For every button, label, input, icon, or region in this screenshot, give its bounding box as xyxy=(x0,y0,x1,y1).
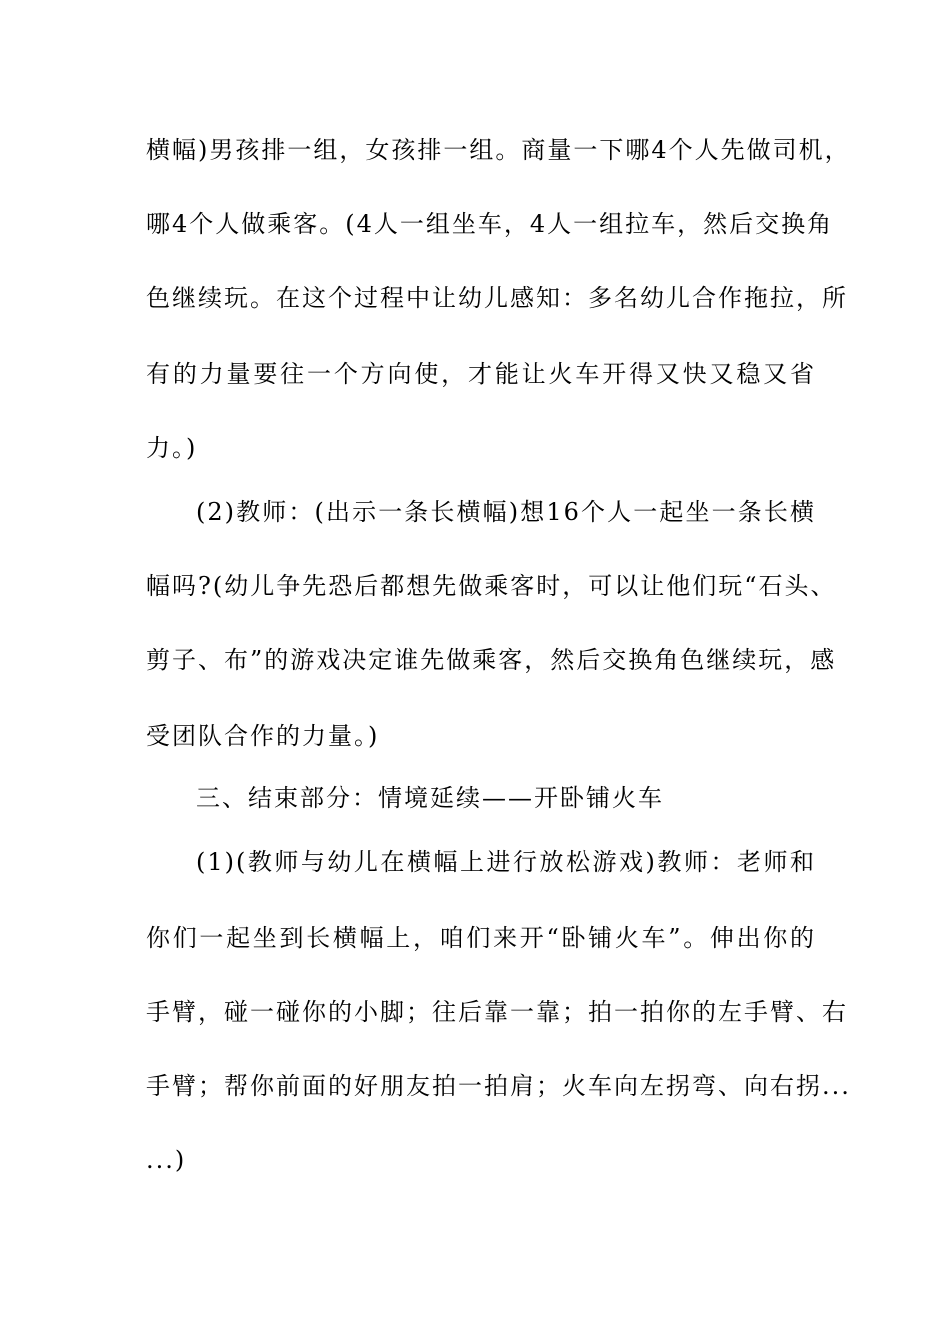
text-line-5: 力。) xyxy=(146,434,198,462)
text-line-4: 有的力量要往一个方向使，才能让火车开得又快又稳又省 xyxy=(146,360,816,388)
text-line-13: 手臂，碰一碰你的小脚；往后靠一靠；拍一拍你的左手臂、右 xyxy=(146,998,848,1026)
text-line-2: 哪4个人做乘客。(4人一组坐车，4人一组拉车，然后交换角 xyxy=(146,210,834,238)
text-line-6: (2)教师：(出示一条长横幅)想16个人一起坐一条长横 xyxy=(196,498,816,526)
text-line-14: 手臂；帮你前面的好朋友拍一拍肩；火车向左拐弯、向右拐... xyxy=(146,1072,851,1100)
text-line-3: 色继续玩。在这个过程中让幼儿感知：多名幼儿合作拖拉，所 xyxy=(146,284,848,312)
text-line-1: 横幅)男孩排一组，女孩排一组。商量一下哪4个人先做司机， xyxy=(146,136,851,164)
text-line-9: 受团队合作的力量。) xyxy=(146,722,380,750)
text-line-8: 剪子、布”的游戏决定谁先做乘客，然后交换角色继续玩，感 xyxy=(146,646,837,674)
text-line-11: (1)(教师与幼儿在横幅上进行放松游戏)教师：老师和 xyxy=(196,848,816,876)
text-line-7: 幅吗?(幼儿争先恐后都想先做乘客时，可以让他们玩“石头、 xyxy=(146,572,837,600)
section-heading: 三、结束部分：情境延续——开卧铺火车 xyxy=(196,784,664,812)
text-line-12: 你们一起坐到长横幅上，咱们来开“卧铺火车”。伸出你的 xyxy=(146,924,816,952)
text-line-15: ...) xyxy=(146,1146,187,1174)
